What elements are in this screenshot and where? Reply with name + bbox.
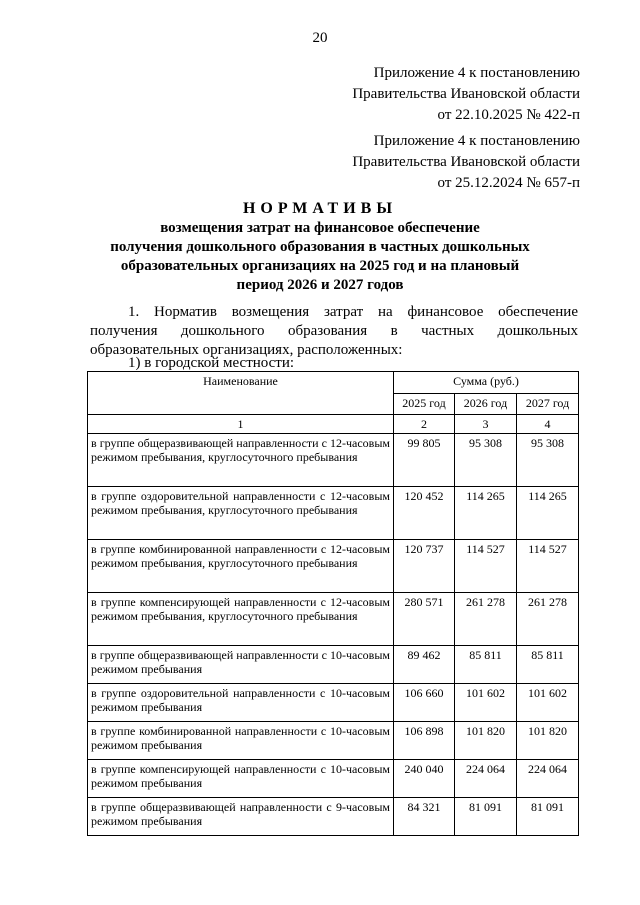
row-value-2027: 81 091 <box>517 798 579 836</box>
table-row <box>88 646 579 684</box>
page-number: 20 <box>312 30 328 46</box>
document-title <box>0 199 640 295</box>
title-main: НОРМАТИВЫ <box>242 200 398 217</box>
row-name: в группе оздоровительной направленности с 10-часовым режимом пребывания <box>88 684 394 722</box>
row-value-2026: 95 308 <box>455 434 517 487</box>
row-value-2026: 261 278 <box>455 593 517 646</box>
table-row <box>88 593 579 646</box>
header-year-2027: 2027 год <box>517 394 579 415</box>
row-name: в группе оздоровительной направленности с 12-часовым режимом пребывания, круглосуточного пребывания <box>88 487 394 540</box>
row-value-2027: 114 527 <box>517 540 579 593</box>
table-row <box>88 722 579 760</box>
table-row <box>88 684 579 722</box>
row-name: в группе компенсирующей направленности с 10-часовым режимом пребывания <box>88 760 394 798</box>
row-value-2026: 85 811 <box>455 646 517 684</box>
table-row <box>88 434 579 487</box>
row-name: в группе комбинированной направленности с 10-часовым режимом пребывания <box>88 722 394 760</box>
row-value-2025: 99 805 <box>394 434 455 487</box>
row-value-2025: 240 040 <box>394 760 455 798</box>
appendix-previous-line2: Правительства Ивановской области <box>352 154 580 170</box>
row-value-2027: 114 265 <box>517 487 579 540</box>
row-name: в группе общеразвивающей направленности с 9-часовым режимом пребывания <box>88 798 394 836</box>
header-name: Наименование <box>88 372 394 415</box>
row-value-2025: 106 660 <box>394 684 455 722</box>
row-value-2025: 89 462 <box>394 646 455 684</box>
col-index-1: 1 <box>88 415 394 434</box>
row-value-2025: 84 321 <box>394 798 455 836</box>
table-row <box>88 487 579 540</box>
row-name: в группе общеразвивающей направленности с 10-часовым режимом пребывания <box>88 646 394 684</box>
row-value-2025: 280 571 <box>394 593 455 646</box>
row-name: в группе комбинированной направленности с 12-часовым режимом пребывания, круглосуточного пребывания <box>88 540 394 593</box>
row-value-2025: 106 898 <box>394 722 455 760</box>
paragraph-1 <box>90 303 578 360</box>
row-value-2027: 261 278 <box>517 593 579 646</box>
row-value-2025: 120 737 <box>394 540 455 593</box>
row-value-2026: 114 265 <box>455 487 517 540</box>
row-value-2027: 101 820 <box>517 722 579 760</box>
row-value-2026: 101 602 <box>455 684 517 722</box>
row-value-2025: 120 452 <box>394 487 455 540</box>
row-name: в группе компенсирующей направленности с 12-часовым режимом пребывания, круглосуточного пребывания <box>88 593 394 646</box>
header-year-2026: 2026 год <box>455 394 517 415</box>
appendix-previous <box>352 131 580 194</box>
row-value-2027: 224 064 <box>517 760 579 798</box>
title-line4: период 2026 и 2027 годов <box>236 277 404 293</box>
col-index-2: 2 <box>394 415 455 434</box>
row-value-2026: 101 820 <box>455 722 517 760</box>
row-value-2026: 224 064 <box>455 760 517 798</box>
appendix-current <box>352 63 580 126</box>
header-year-2025: 2025 год <box>394 394 455 415</box>
row-value-2026: 114 527 <box>455 540 517 593</box>
title-line2: получения дошкольного образования в частных дошкольных <box>110 239 530 255</box>
row-value-2027: 95 308 <box>517 434 579 487</box>
col-index-3: 3 <box>455 415 517 434</box>
paragraph-1-text: 1. Норматив возмещения затрат на финансовое обеспечение получения дошкольного образования в частных дошкольных образовательных организациях, расположенных: <box>90 304 578 358</box>
subsection-urban: 1) в городской местности: <box>128 355 295 371</box>
col-index-4: 4 <box>517 415 579 434</box>
appendix-current-line1: Приложение 4 к постановлению <box>373 65 580 81</box>
appendix-current-line2: Правительства Ивановской области <box>352 86 580 102</box>
appendix-current-line3: от 22.10.2025 № 422-п <box>437 107 580 123</box>
row-value-2026: 81 091 <box>455 798 517 836</box>
appendix-previous-line1: Приложение 4 к постановлению <box>373 133 580 149</box>
row-value-2027: 85 811 <box>517 646 579 684</box>
table-row <box>88 798 579 836</box>
title-line1: возмещения затрат на финансовое обеспечение <box>160 220 480 236</box>
title-line3: образовательных организациях на 2025 год и на плановый <box>120 258 520 274</box>
norms-table <box>87 371 579 836</box>
table-row <box>88 760 579 798</box>
table-row <box>88 540 579 593</box>
header-sum: Сумма (руб.) <box>394 372 579 394</box>
row-name: в группе общеразвивающей направленности с 12-часовым режимом пребывания, круглосуточного пребывания <box>88 434 394 487</box>
row-value-2027: 101 602 <box>517 684 579 722</box>
appendix-previous-line3: от 25.12.2024 № 657-п <box>437 175 580 191</box>
